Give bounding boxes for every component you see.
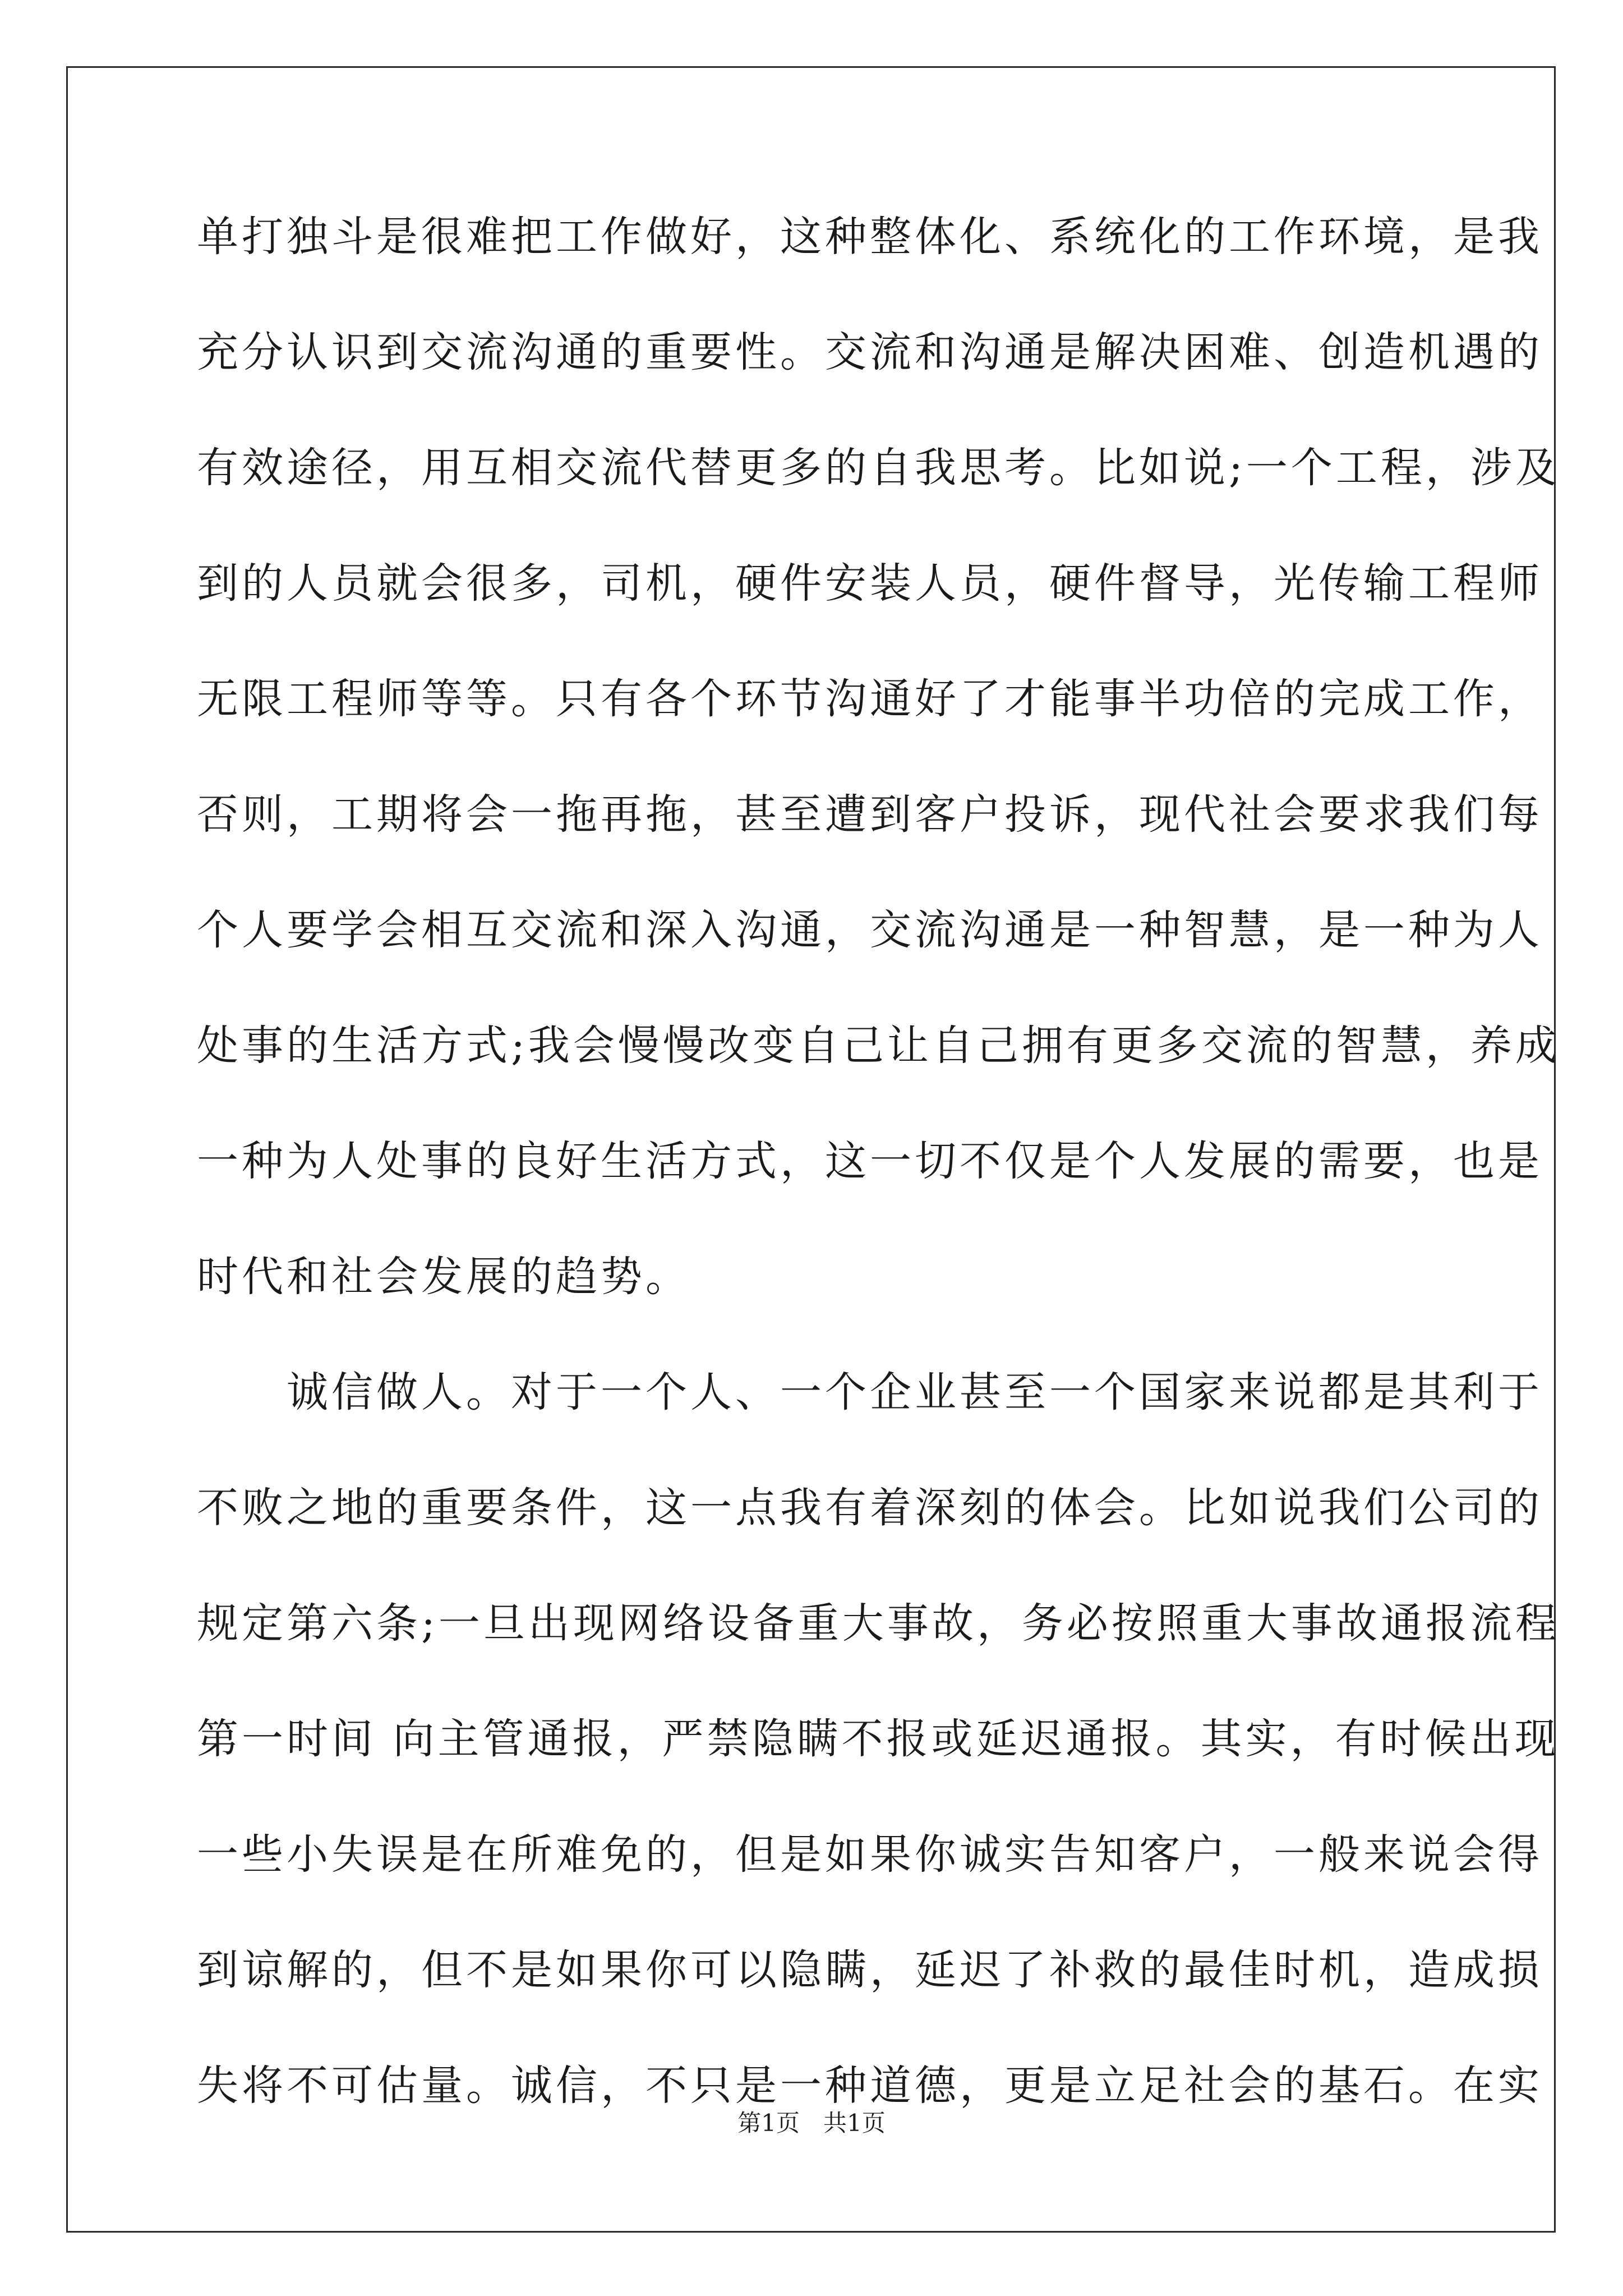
text-line: 时代和社会发展的趋势。 bbox=[197, 1253, 690, 1301]
text-line: 否则，工期将会一拖再拖，甚至遭到客户投诉，现代社会要求我们每 bbox=[197, 790, 1543, 839]
text-line: 单打独斗是很难把工作做好，这种整体化、系统化的工作环境，是我 bbox=[197, 213, 1543, 261]
text-line: 不败之地的重要条件，这一点我有着深刻的体会。比如说我们公司的 bbox=[197, 1484, 1543, 1532]
text-line: 一种为人处事的良好生活方式，这一切不仅是个人发展的需要，也是 bbox=[197, 1137, 1543, 1185]
text-line: 处事的生活方式;我会慢慢改变自己让自己拥有更多交流的智慧，养成 bbox=[197, 1022, 1560, 1070]
text-line: 诚信做人。对于一个人、一个企业甚至一个国家来说都是其利于 bbox=[197, 1368, 1543, 1416]
text-line: 到的人员就会很多，司机，硬件安装人员，硬件督导，光传输工程师 bbox=[197, 559, 1543, 608]
text-line: 到谅解的，但不是如果你可以隐瞒，延迟了补救的最佳时机，造成损 bbox=[197, 1946, 1543, 1994]
text-line: 失将不可估量。诚信，不只是一种道德，更是立足社会的基石。在实 bbox=[197, 2062, 1543, 2110]
text-line: 一些小失误是在所难免的，但是如果你诚实告知客户，一般来说会得 bbox=[197, 1830, 1543, 1879]
page-footer: 第1页 共1页 bbox=[737, 2109, 886, 2137]
text-line: 有效途径，用互相交流代替更多的自我思考。比如说;一个工程，涉及 bbox=[197, 444, 1560, 492]
text-line: 个人要学会相互交流和深入沟通，交流沟通是一种智慧，是一种为人 bbox=[197, 906, 1543, 954]
text-line: 无限工程师等等。只有各个环节沟通好了才能事半功倍的完成工作， bbox=[197, 675, 1543, 723]
text-line: 充分认识到交流沟通的重要性。交流和沟通是解决困难、创造机遇的 bbox=[197, 328, 1543, 376]
text-line: 规定第六条;一旦出现网络设备重大事故，务必按照重大事故通报流程 bbox=[197, 1599, 1560, 1648]
text-line: 第一时间 向主管通报，严禁隐瞒不报或延迟通报。其实，有时候出现 bbox=[197, 1715, 1560, 1763]
